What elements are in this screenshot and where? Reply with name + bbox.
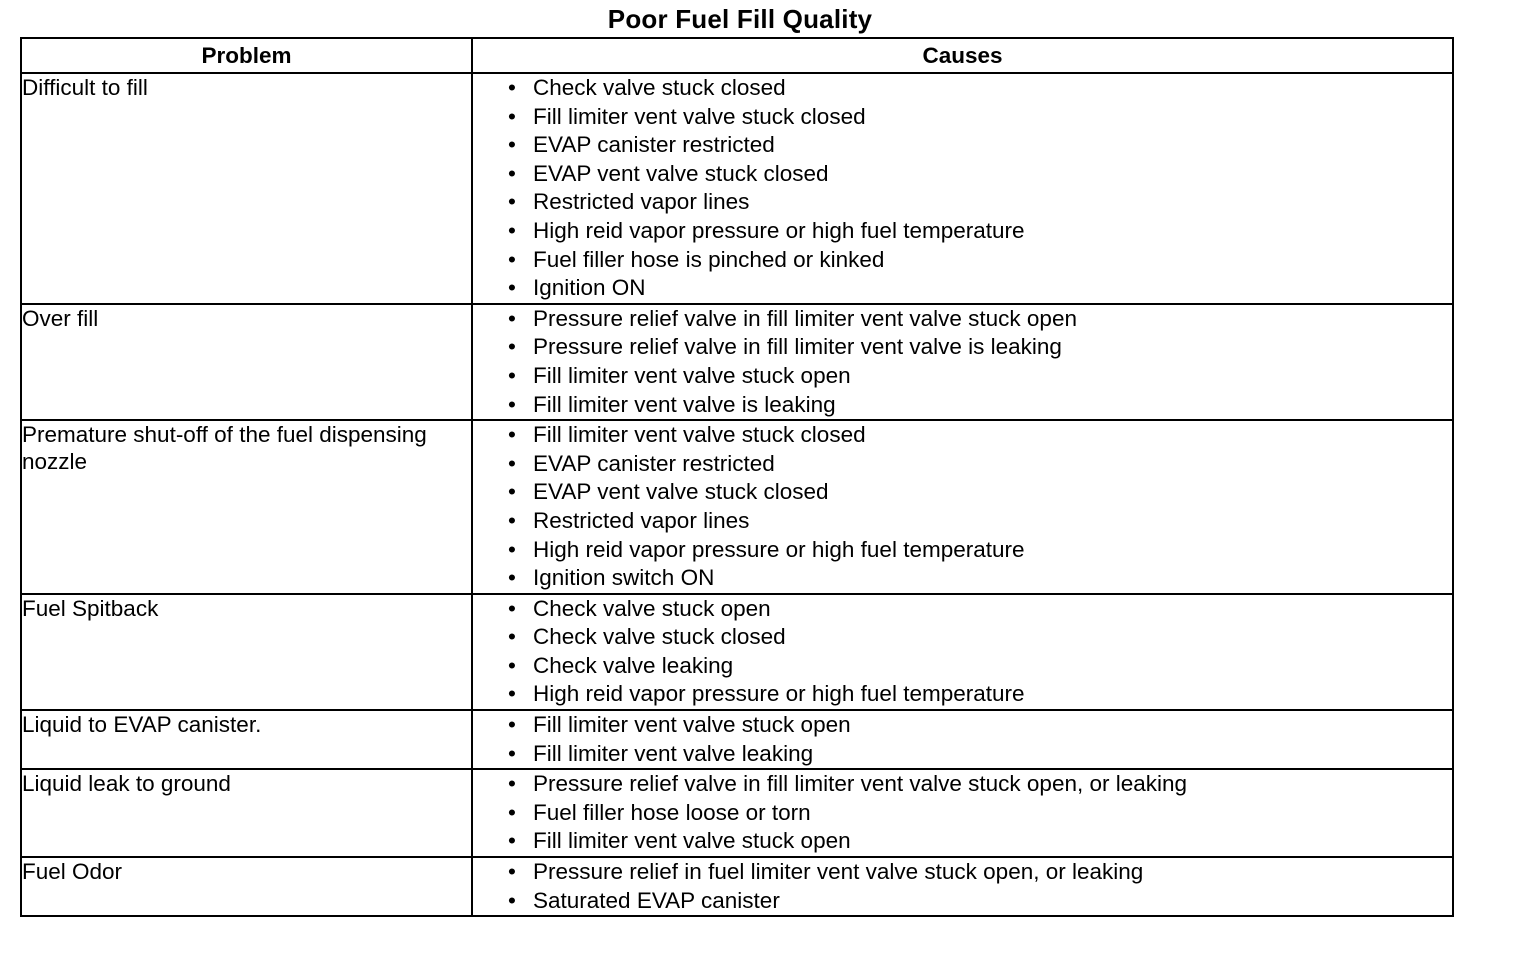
cause-item: • Check valve leaking [473, 652, 1452, 681]
problem-cell: Liquid to EVAP canister. [21, 710, 472, 769]
table-row [21, 420, 1453, 594]
problem-cell: Difficult to fill [21, 73, 472, 304]
causes-cell [472, 857, 1453, 916]
table-body [21, 73, 1453, 916]
cause-item: • Fill limiter vent valve leaking [473, 740, 1452, 769]
cause-item: • Ignition switch ON [473, 564, 1452, 593]
cause-item: • Pressure relief valve in fill limiter vent valve stuck open, or leaking [473, 770, 1452, 799]
header-row [21, 38, 1453, 73]
problem-cell: Over fill [21, 304, 472, 420]
cause-item: • Fill limiter vent valve stuck closed [473, 421, 1452, 450]
cause-item: • Check valve stuck open [473, 595, 1452, 624]
problem-cell: Premature shut-off of the fuel dispensing nozzle [21, 420, 472, 594]
table-row [21, 857, 1453, 916]
problem-cell: Liquid leak to ground [21, 769, 472, 857]
causes-cell [472, 710, 1453, 769]
cause-item: • Check valve stuck closed [473, 623, 1452, 652]
cause-item: • High reid vapor pressure or high fuel temperature [473, 217, 1452, 246]
page-title: Poor Fuel Fill Quality [607, 4, 873, 34]
causes-cell [472, 420, 1453, 594]
causes-list [473, 770, 1452, 856]
cause-item: • Ignition ON [473, 274, 1452, 303]
causes-list [473, 74, 1452, 303]
cause-item: • Fill limiter vent valve stuck open [473, 827, 1452, 856]
cause-item: • Fill limiter vent valve is leaking [473, 391, 1452, 420]
table-row [21, 594, 1453, 710]
cause-item: • EVAP canister restricted [473, 131, 1452, 160]
cause-item: • Saturated EVAP canister [473, 887, 1452, 916]
cause-item: • Restricted vapor lines [473, 507, 1452, 536]
table-row [21, 304, 1453, 420]
cause-item: • Fill limiter vent valve stuck open [473, 362, 1452, 391]
cause-item: • High reid vapor pressure or high fuel temperature [473, 680, 1452, 709]
problem-cell: Fuel Odor [21, 857, 472, 916]
causes-cell [472, 73, 1453, 304]
causes-cell [472, 594, 1453, 710]
cause-item: • Check valve stuck closed [473, 74, 1452, 103]
cause-item: • Fill limiter vent valve stuck closed [473, 103, 1452, 132]
problem-column-header: Problem [21, 38, 472, 73]
table-row [21, 73, 1453, 304]
cause-item: • High reid vapor pressure or high fuel temperature [473, 536, 1452, 565]
table-row [21, 769, 1453, 857]
cause-item: • Pressure relief in fuel limiter vent valve stuck open, or leaking [473, 858, 1452, 887]
diagnosis-table [20, 37, 1454, 917]
causes-cell [472, 769, 1453, 857]
causes-list [473, 711, 1452, 768]
cause-item: • Fuel filler hose loose or torn [473, 799, 1452, 828]
cause-item: • EVAP vent valve stuck closed [473, 478, 1452, 507]
causes-list [473, 305, 1452, 419]
causes-cell [472, 304, 1453, 420]
cause-item: • EVAP vent valve stuck closed [473, 160, 1452, 189]
cause-item: • Pressure relief valve in fill limiter vent valve is leaking [473, 333, 1452, 362]
cause-item: • Pressure relief valve in fill limiter vent valve stuck open [473, 305, 1452, 334]
causes-list [473, 421, 1452, 593]
causes-list [473, 595, 1452, 709]
causes-list [473, 858, 1452, 915]
cause-item: • Fill limiter vent valve stuck open [473, 711, 1452, 740]
problem-cell: Fuel Spitback [21, 594, 472, 710]
cause-item: • Fuel filler hose is pinched or kinked [473, 246, 1452, 275]
cause-item: • Restricted vapor lines [473, 188, 1452, 217]
causes-column-header: Causes [472, 38, 1453, 73]
cause-item: • EVAP canister restricted [473, 450, 1452, 479]
table-row [21, 710, 1453, 769]
